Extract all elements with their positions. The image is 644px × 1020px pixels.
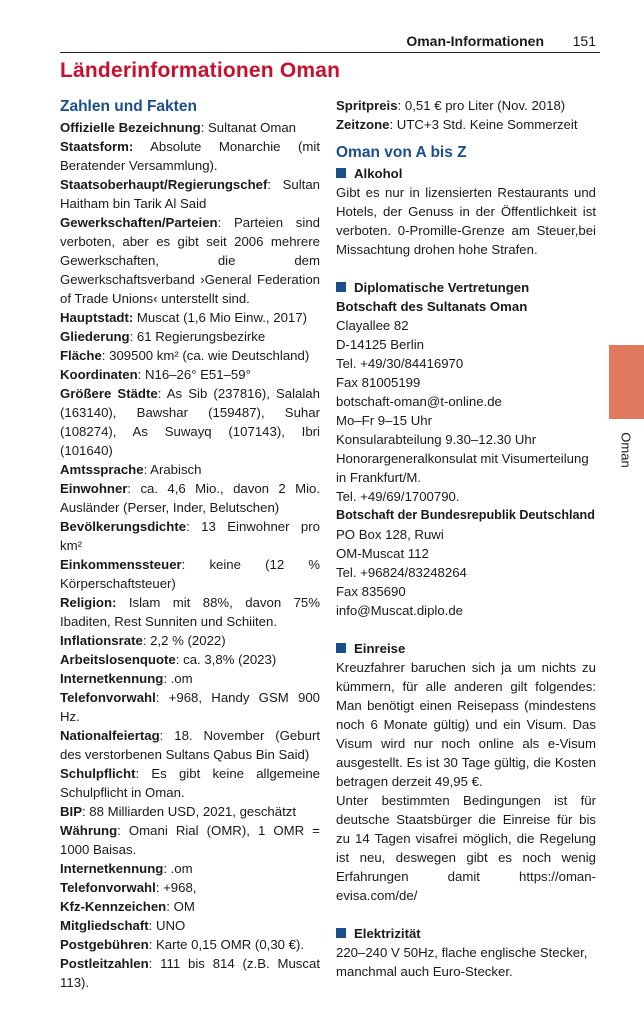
fact-line bbox=[60, 384, 320, 460]
entry-heading-alkohol bbox=[336, 164, 596, 183]
fact-line bbox=[60, 935, 320, 954]
embassy-germany-address bbox=[336, 525, 596, 620]
fact-value: Absolute Monarchie (mit Beratender Versammlung). bbox=[60, 139, 320, 173]
address-line: Clayallee 82 bbox=[336, 318, 409, 333]
fact-value: : 309500 km² (ca. wie Deutschland) bbox=[101, 348, 310, 363]
fact-line bbox=[60, 327, 320, 346]
fact-label: Amtssprache bbox=[60, 462, 144, 477]
fact-line bbox=[60, 897, 320, 916]
left-column bbox=[60, 96, 320, 992]
fact-label: BIP bbox=[60, 804, 82, 819]
fact-value: Muscat (1,6 Mio Einw., 2017) bbox=[133, 310, 307, 325]
fact-label: Staatsform: bbox=[60, 139, 134, 154]
page-number: 151 bbox=[572, 33, 596, 49]
address-line: Tel. +49/30/84416970 bbox=[336, 356, 464, 371]
square-bullet-icon bbox=[336, 643, 346, 653]
fact-label: Gewerkschaften/Parteien bbox=[60, 215, 218, 230]
fact-label: Größere Städte bbox=[60, 386, 158, 401]
fact-label: Staatsoberhaupt/Regierungschef bbox=[60, 177, 268, 192]
fact-line bbox=[60, 631, 320, 650]
fact-line bbox=[336, 115, 596, 134]
fact-value: : 2,2 % (2022) bbox=[142, 633, 226, 648]
embassy-germany-name: Botschaft der Bundesrepublik Deutschland bbox=[336, 508, 595, 522]
entry-text-einreise-2: Unter bestimmten Bedingungen ist für deutsche Staatsbürger die Einreise für bis zu 14 Tagen visafrei möglich, die Regelung ist neu, deswegen gibt es noch wenig Erfahrungen damit https://oman-evisa.com/de/ bbox=[336, 793, 596, 903]
entry-title: Elektrizität bbox=[354, 926, 421, 941]
side-register-label: Oman bbox=[618, 432, 634, 468]
fact-value: : Sultan Haitham bin Tarik Al Said bbox=[60, 177, 320, 211]
fact-line bbox=[60, 954, 320, 992]
section-heading-a-z: Oman von A bis Z bbox=[336, 144, 467, 161]
entry-text-alkohol: Gibt es nur in lizensierten Restaurants und Hotels, der Genuss in der Öffentlichkeit ist verboten. 0-Promille-Grenze am Steuer,bei Missachtung drohen hohe Strafen. bbox=[336, 185, 596, 257]
fact-value: : As Sib (237816), Salalah (163140), Bawshar (159487), Suhar (108274), As Suwayq (107143), Ibri (101640) bbox=[60, 386, 320, 458]
fact-value: : 88 Milliarden USD, 2021, geschätzt bbox=[81, 804, 297, 819]
fact-label: Internetkennung bbox=[60, 861, 164, 876]
square-bullet-icon bbox=[336, 282, 346, 292]
entry-text-elektrizitaet: 220–240 V 50Hz, flache englische Stecker, manchmal auch Euro-Stecker. bbox=[336, 945, 588, 979]
fact-value: : Karte 0,15 OMR (0,30 €). bbox=[148, 937, 305, 952]
fact-line bbox=[60, 821, 320, 859]
entry-text-einreise-1: Kreuzfahrer baruchen sich ja um nichts zu kümmern, für alle anderen gilt folgendes: Man benötigt einen Reisepass (mindestens noch 6 Monate gültig) und ein Visum. Das Visum wird nur noch online als e-Visum ausgestellt. Es ist 30 Tage gültig, die Kosten betragen derzeit 49,95 €. bbox=[336, 660, 596, 789]
fact-label: Hauptstadt: bbox=[60, 310, 134, 325]
fact-label: Kfz-Kennzeichen bbox=[60, 899, 167, 914]
fact-label: Einkommenssteuer bbox=[60, 557, 182, 572]
fact-value: : Es gibt keine allgemeine Schulpflicht in Oman. bbox=[60, 766, 320, 800]
fact-value: : 13 Einwohner pro km² bbox=[60, 519, 320, 553]
fact-value: : +968, bbox=[155, 880, 197, 895]
fact-label: Offizielle Bezeichnung bbox=[60, 120, 201, 135]
right-column bbox=[336, 96, 596, 981]
entry-title: Diplomatische Vertretungen bbox=[354, 280, 530, 295]
fact-value: : Omani Rial (OMR), 1 OMR = 1000 Baisas. bbox=[60, 823, 320, 857]
fact-label: Postgebühren bbox=[60, 937, 149, 952]
fact-value: Islam mit 88%, davon 75% Ibaditen, Rest Sunniten und Schiiten. bbox=[60, 595, 320, 629]
address-line: Fax 835690 bbox=[336, 584, 406, 599]
fact-label: Inflationsrate bbox=[60, 633, 143, 648]
thumb-index-tab bbox=[609, 345, 644, 419]
fact-label: Schulpflicht bbox=[60, 766, 136, 781]
fact-value: : Arabisch bbox=[143, 462, 202, 477]
address-line: Mo–Fr 9–15 Uhr bbox=[336, 413, 433, 428]
fact-line bbox=[60, 175, 320, 213]
fact-value: : 18. November (Geburt des verstorbenen Sultans Qabus Bin Said) bbox=[60, 728, 320, 762]
fact-label: Zeitzone bbox=[336, 117, 390, 132]
fact-line bbox=[60, 346, 320, 365]
fact-line bbox=[60, 460, 320, 479]
fact-line bbox=[60, 916, 320, 935]
fact-value: : UTC+3 Std. Keine Sommerzeit bbox=[389, 117, 578, 132]
address-line: Fax 81005199 bbox=[336, 375, 421, 390]
fact-line bbox=[60, 517, 320, 555]
fact-label: Währung bbox=[60, 823, 118, 838]
fact-label: Einwohner bbox=[60, 481, 128, 496]
fact-label: Postleitzahlen bbox=[60, 956, 149, 971]
fact-label: Telefonvorwahl bbox=[60, 690, 156, 705]
fact-value: : Parteien sind verboten, aber es gibt seit 2006 mehrere Gewerkschaften, die dem Gewerkschaftsverband ›General Federation of Trade Unions‹ unterstellt sind. bbox=[60, 215, 320, 306]
fact-value: : .om bbox=[163, 861, 193, 876]
embassy-oman-name: Botschaft des Sultanats Oman bbox=[336, 299, 528, 314]
address-line: Honorargeneralkonsulat mit Visumerteilung in Frankfurt/M. bbox=[336, 451, 589, 485]
running-head: Oman-Informationen bbox=[406, 33, 544, 49]
section-heading-facts: Zahlen und Fakten bbox=[60, 98, 197, 115]
facts-list-continued bbox=[336, 96, 596, 134]
header-rule bbox=[60, 52, 600, 53]
fact-line bbox=[336, 96, 596, 115]
fact-value: : .om bbox=[163, 671, 193, 686]
entry-title: Einreise bbox=[354, 641, 406, 656]
fact-label: Fläche bbox=[60, 348, 102, 363]
fact-label: Spritpreis bbox=[336, 98, 398, 113]
fact-line bbox=[60, 137, 320, 175]
fact-value: : keine (12 % Körperschaftsteuer) bbox=[60, 557, 320, 591]
address-line: Tel. +49/69/1700790. bbox=[336, 489, 460, 504]
fact-line bbox=[60, 555, 320, 593]
fact-label: Gliederung bbox=[60, 329, 130, 344]
fact-line bbox=[60, 726, 320, 764]
address-line: D-14125 Berlin bbox=[336, 337, 424, 352]
address-line: PO Box 128, Ruwi bbox=[336, 527, 444, 542]
fact-label: Internetkennung bbox=[60, 671, 164, 686]
embassy-oman-address bbox=[336, 316, 596, 506]
entry-title: Alkohol bbox=[354, 166, 403, 181]
fact-label: Bevölkerungsdichte bbox=[60, 519, 187, 534]
chapter-title: Länderinformationen Oman bbox=[60, 59, 341, 82]
fact-line bbox=[60, 669, 320, 688]
fact-line bbox=[60, 213, 320, 308]
fact-label: Mitgliedschaft bbox=[60, 918, 149, 933]
fact-label: Koordinaten bbox=[60, 367, 138, 382]
fact-label: Religion: bbox=[60, 595, 117, 610]
fact-line bbox=[60, 365, 320, 384]
address-line: Konsularabteilung 9.30–12.30 Uhr bbox=[336, 432, 537, 447]
side-register bbox=[610, 420, 642, 480]
address-line: botschaft-oman@t-online.de bbox=[336, 394, 502, 409]
fact-value: : ca. 4,6 Mio., davon 2 Mio. Ausländer (Perser, Inder, Belutschen) bbox=[60, 481, 320, 515]
fact-value: : 111 bis 814 (z.B. Muscat 113). bbox=[60, 956, 320, 990]
fact-line bbox=[60, 859, 320, 878]
facts-list bbox=[60, 118, 320, 992]
fact-label: Arbeitslosenquote bbox=[60, 652, 176, 667]
square-bullet-icon bbox=[336, 928, 346, 938]
fact-value: : 0,51 € pro Liter (Nov. 2018) bbox=[397, 98, 566, 113]
fact-line bbox=[60, 118, 320, 137]
entry-heading-diplomatic bbox=[336, 278, 596, 297]
fact-value: : +968, Handy GSM 900 Hz. bbox=[60, 690, 320, 724]
entry-heading-einreise bbox=[336, 639, 596, 658]
fact-label: Nationalfeiertag bbox=[60, 728, 160, 743]
fact-value: : N16–26° E51–59° bbox=[137, 367, 251, 382]
address-line: OM-Muscat 112 bbox=[336, 546, 429, 561]
address-line: Tel. +96824/83248264 bbox=[336, 565, 467, 580]
fact-value: : UNO bbox=[148, 918, 186, 933]
fact-line bbox=[60, 802, 320, 821]
fact-line bbox=[60, 650, 320, 669]
fact-line bbox=[60, 593, 320, 631]
fact-value: : Sultanat Oman bbox=[200, 120, 296, 135]
fact-line bbox=[60, 308, 320, 327]
fact-value: : ca. 3,8% (2023) bbox=[175, 652, 277, 667]
fact-label: Telefonvorwahl bbox=[60, 880, 156, 895]
fact-line bbox=[60, 878, 320, 897]
fact-line bbox=[60, 764, 320, 802]
fact-line bbox=[60, 688, 320, 726]
address-line: info@Muscat.diplo.de bbox=[336, 603, 464, 618]
fact-line bbox=[60, 479, 320, 517]
fact-value: : 61 Regierungsbezirke bbox=[129, 329, 266, 344]
square-bullet-icon bbox=[336, 168, 346, 178]
fact-value: : OM bbox=[166, 899, 195, 914]
entry-heading-elektrizitaet bbox=[336, 924, 596, 943]
